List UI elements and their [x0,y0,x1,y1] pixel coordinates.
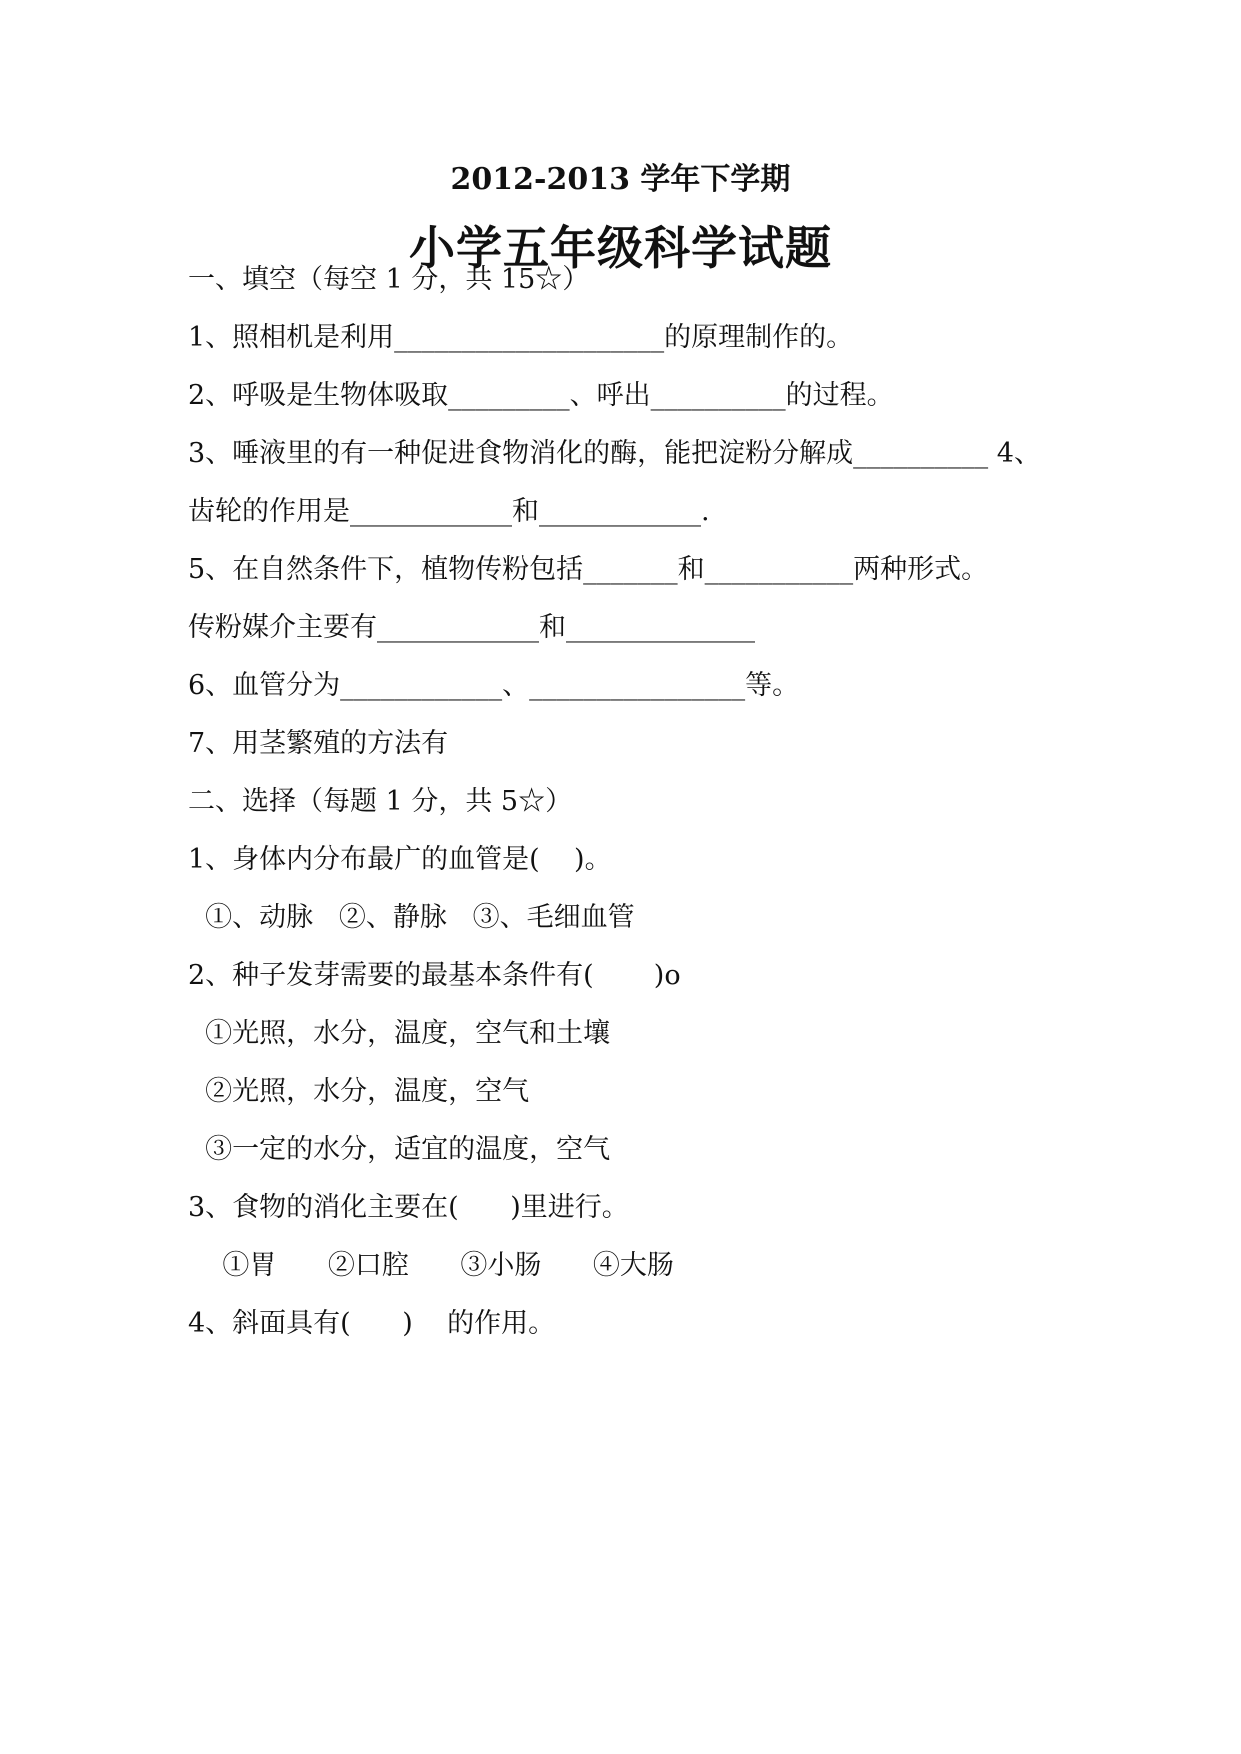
exam-year-term: 2012-2013 学年下学期 [450,162,791,197]
question-fill-2: 2、呼吸是生物体吸取_________、呼出__________的过程。 [188,380,894,411]
question-choice-1: 1、身体内分布最广的血管是( )。 [188,844,612,875]
question-choice-3: 3、食物的消化主要在( )里进行。 [188,1192,629,1223]
section-heading-choice: 二、选择（每题 1 分，共 5☆） [188,786,573,817]
question-choice-4: 4、斜面具有( ) 的作用。 [188,1308,556,1339]
question-choice-2-option-3: ③一定的水分，适宜的温度，空气 [188,1134,611,1165]
question-fill-3: 3、唾液里的有一种促进食物消化的酶，能把淀粉分解成__________ 4、 [188,438,1041,469]
question-fill-5: 5、在自然条件下，植物传粉包括_______和___________两种形式。 [188,554,989,585]
question-choice-2: 2、种子发芽需要的最基本条件有( )o [188,960,681,991]
section-heading-fill-blank: 一、填空（每空 1 分，共 15☆） [188,264,590,295]
question-choice-2-option-2: ②光照，水分，温度，空气 [188,1076,530,1107]
question-fill-4: 齿轮的作用是____________和____________. [188,496,710,527]
question-fill-7: 7、用茎繁殖的方法有 [188,728,449,759]
question-choice-2-option-1: ①光照，水分，温度，空气和土壤 [188,1018,611,1049]
question-fill-6: 6、血管分为____________、________________等。 [188,670,800,701]
question-choice-3-options: ①胃 ②口腔 ③小肠 ④大肠 [188,1250,674,1281]
exam-title: 小学五年级科学试题 [409,221,832,275]
question-choice-1-options: ①、动脉 ②、静脉 ③、毛细血管 [188,902,635,933]
question-fill-5-continued: 传粉媒介主要有____________和______________ [188,612,755,643]
question-fill-1: 1、照相机是利用____________________的原理制作的。 [188,322,854,353]
